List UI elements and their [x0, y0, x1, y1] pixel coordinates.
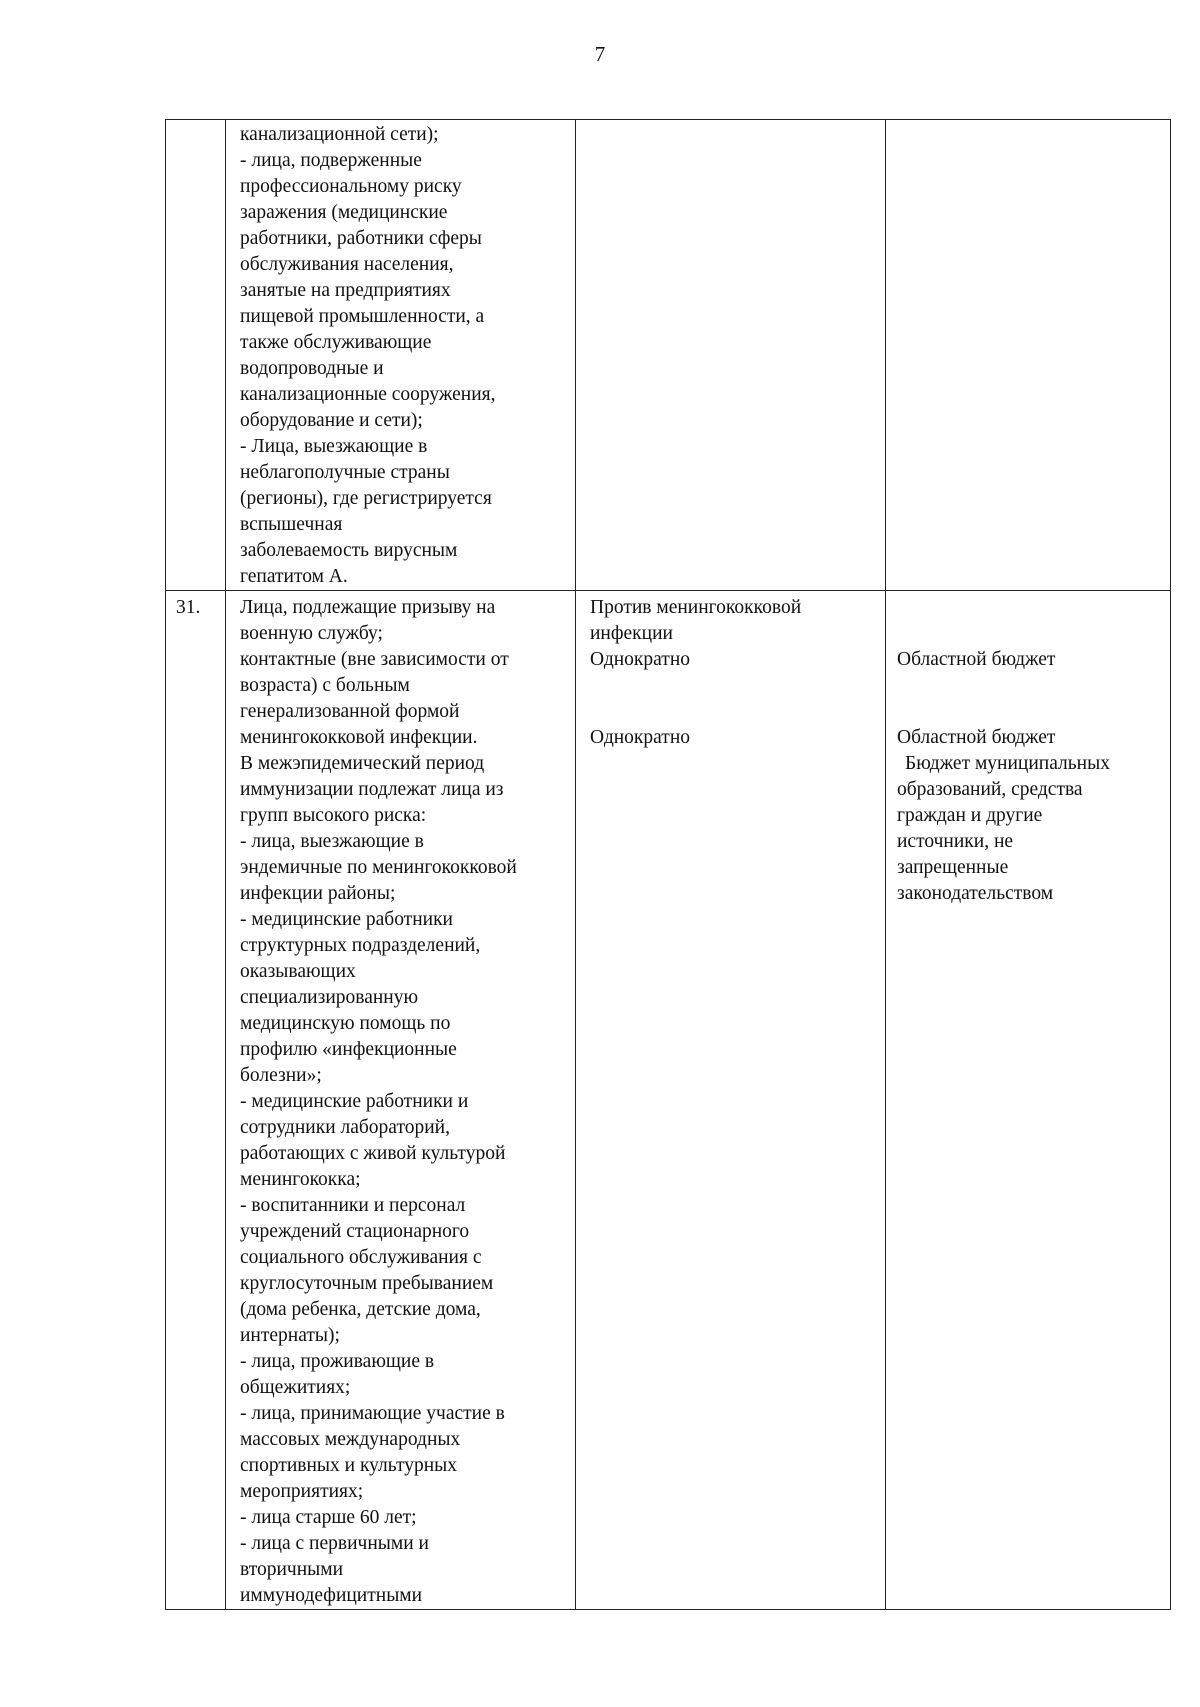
table-row	[166, 591, 1171, 1610]
row-number-cell	[166, 120, 226, 591]
who-line: контактные (вне зависимости от	[240, 649, 509, 670]
who-line: медицинскую помощь по	[240, 1013, 451, 1034]
who-line: - воспитанники и персонал	[240, 1195, 466, 1216]
table-row	[166, 120, 1171, 591]
who-line: структурных подразделений,	[240, 935, 481, 956]
who-line: вспышечная	[240, 514, 343, 535]
funding-line: запрещенные	[897, 857, 1009, 878]
who-text	[226, 591, 575, 1609]
who-line: менингококка;	[240, 1169, 361, 1190]
blank-line	[897, 673, 1166, 699]
who-line: массовых международных	[240, 1429, 461, 1450]
who-line: - лица, принимающие участие в	[240, 1403, 505, 1424]
funding-line: граждан и другие	[897, 805, 1043, 826]
who-line: менингококковой инфекции.	[240, 727, 478, 748]
who-line: - лица, выезжающие в	[240, 831, 424, 852]
funding-line: источники, не	[897, 831, 1014, 852]
who-line: оказывающих	[240, 961, 356, 982]
funding-text	[886, 591, 1170, 907]
who-line: обслуживания населения,	[240, 254, 454, 275]
who-line: - лица с первичными и	[240, 1533, 429, 1554]
funding-line: Областной бюджет	[897, 649, 1056, 670]
who-line: (регионы), где регистрируется	[240, 488, 492, 509]
who-line: - Лица, выезжающие в	[240, 436, 428, 457]
funding-line: образований, средства	[897, 779, 1083, 800]
who-cell	[226, 591, 576, 1610]
who-line: Лица, подлежащие призыву на	[240, 597, 496, 618]
who-line: канализационные сооружения,	[240, 384, 496, 405]
who-line: - лица, подверженные	[240, 150, 422, 171]
funding-line: Областной бюджет	[897, 727, 1056, 748]
who-line: эндемичные по менингококковой	[240, 857, 517, 878]
who-line: гепатитом А.	[240, 566, 348, 587]
who-line: учреждений стационарного	[240, 1221, 470, 1242]
who-line: профилю «инфекционные	[240, 1039, 457, 1060]
who-line: мероприятиях;	[240, 1481, 364, 1502]
who-line: заболеваемость вирусным	[240, 540, 458, 561]
vaccination-table	[165, 119, 1171, 1610]
who-line: военную службу;	[240, 623, 383, 644]
row-number-cell	[166, 591, 226, 1610]
who-line: - медицинские работники	[240, 909, 453, 930]
who-line: также обслуживающие	[240, 332, 432, 353]
who-line: болезни»;	[240, 1065, 322, 1086]
who-line: общежитиях;	[240, 1377, 351, 1398]
vaccine-line: инфекции	[590, 623, 673, 644]
who-line: иммунизации подлежат лица из	[240, 779, 504, 800]
funding-cell	[886, 591, 1171, 1610]
who-line: профессиональному риску	[240, 176, 462, 197]
who-line: водопроводные и	[240, 358, 384, 379]
who-line: неблагополучные страны	[240, 462, 450, 483]
who-line: - медицинские работники и	[240, 1091, 469, 1112]
blank-line	[897, 699, 1166, 725]
blank-line	[590, 673, 881, 699]
vaccine-cell	[576, 591, 886, 1610]
who-line: В межэпидемический период	[240, 753, 485, 774]
who-text	[226, 120, 575, 590]
row-number: 31.	[176, 597, 201, 618]
who-line: групп высокого риска:	[240, 805, 427, 826]
who-line: возраста) с больным	[240, 675, 410, 696]
vaccine-line: Против менингококковой	[590, 597, 802, 618]
who-line: генерализованной формой	[240, 701, 460, 722]
vaccine-line: Однократно	[590, 649, 691, 670]
who-line: - лица, проживающие в	[240, 1351, 435, 1372]
who-line: оборудование и сети);	[240, 410, 423, 431]
funding-line: законодательством	[897, 883, 1054, 904]
who-line: канализационной сети);	[240, 124, 439, 145]
who-line: интернаты);	[240, 1325, 340, 1346]
who-line: занятые на предприятиях	[240, 280, 451, 301]
blank-line	[590, 699, 881, 725]
who-line: работающих с живой культурой	[240, 1143, 506, 1164]
row-number	[166, 120, 225, 124]
who-line: круглосуточным пребыванием	[240, 1273, 494, 1294]
who-line: сотрудники лабораторий,	[240, 1117, 450, 1138]
page-number: 7	[594, 42, 606, 66]
who-line: специализированную	[240, 987, 419, 1008]
who-line: вторичными	[240, 1559, 344, 1580]
vaccine-text	[576, 591, 885, 751]
funding-line: Бюджет муниципальных	[905, 753, 1110, 774]
who-line: социального обслуживания с	[240, 1247, 482, 1268]
who-cell	[226, 120, 576, 591]
vaccine-line: Однократно	[590, 727, 691, 748]
who-line: пищевой промышленности, а	[240, 306, 485, 327]
who-line: - лица старше 60 лет;	[240, 1507, 417, 1528]
funding-cell	[886, 120, 1171, 591]
who-line: заражения (медицинские	[240, 202, 448, 223]
who-line: работники, работники сферы	[240, 228, 482, 249]
who-line: спортивных и культурных	[240, 1455, 457, 1476]
who-line: (дома ребенка, детские дома,	[240, 1299, 481, 1320]
who-line: инфекции районы;	[240, 883, 396, 904]
who-line: иммунодефицитными	[240, 1585, 423, 1606]
vaccine-cell	[576, 120, 886, 591]
